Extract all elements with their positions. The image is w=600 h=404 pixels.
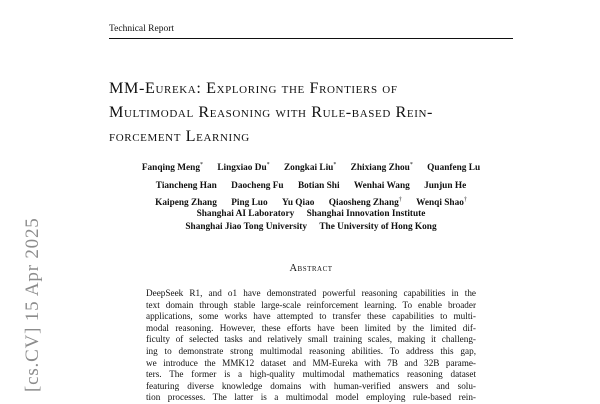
author: Lingxiao Du* [217, 162, 270, 173]
abstract-line: ficulty of selected tasks and relatively small training scales, making it challeng- [146, 334, 476, 345]
abstract-line: applications, some works have attempted to transfer these capabilities to multi- [146, 311, 476, 322]
author: Tiancheng Han [155, 180, 217, 191]
author: Daocheng Fu [231, 180, 284, 191]
author: Quanfeng Lu [427, 163, 481, 173]
author: Ping Luo [231, 198, 268, 208]
abstract-line: featuring diverse knowledge domains with human-verified answers and solu- [146, 380, 476, 391]
author: Wenqi Shao† [416, 197, 467, 208]
abstract-line: DeepSeek R1, and o1 have demonstrated powerful reasoning capabilities in the [146, 288, 476, 298]
abstract-line: tion processes. The latter is a multimodal model employing rule-based rein- [146, 392, 476, 403]
abstract-line: ing to demonstrate strong multimodal reasoning abilities. To address this gap, [146, 345, 476, 356]
abstract-line: text domain through stable large-scale reinforcement learning. To enable broader [146, 299, 476, 310]
affiliation-row [109, 221, 513, 234]
author: Zongkai Liu* [283, 162, 337, 173]
abstract-line: ters. The former is a high-quality multimodal mathematics reasoning dataset [146, 369, 476, 380]
affiliation: The University of Hong Kong [319, 222, 437, 232]
abstract-line: modal reasoning. However, these efforts have been limited by the limited dif- [146, 322, 476, 333]
arxiv-side-stamp: [cs.CV] 15 Apr 2025 [22, 217, 43, 392]
author-row [109, 176, 513, 194]
paper-title [109, 76, 519, 148]
title-line: Multimodal Reasoning with Rule-based Rein- [109, 103, 434, 121]
affiliation-row [109, 208, 513, 221]
author: Qiaosheng Zhang† [328, 197, 402, 208]
title-line: MM-Eureka: Exploring the Frontiers of [109, 79, 398, 97]
author-list [109, 158, 513, 211]
affiliation-list [109, 208, 513, 234]
abstract-line: we introduce the MMK12 dataset and MM-Eureka with 7B and 32B parame- [146, 357, 476, 368]
header-rule [109, 38, 513, 39]
author: Fanqing Meng* [141, 162, 203, 173]
author: Yu Qiao [281, 198, 315, 208]
author: Kaipeng Zhang [155, 198, 217, 208]
author: Botian Shi [297, 180, 340, 191]
abstract-body [146, 288, 476, 404]
author-row [109, 158, 513, 176]
title-line: forcement Learning [109, 127, 250, 145]
affiliation: Shanghai Innovation Institute [306, 209, 426, 219]
abstract-heading: Abstract [289, 263, 333, 274]
author: Zhixiang Zhou* [350, 162, 413, 173]
author: Wenhai Wang [353, 180, 410, 191]
affiliation: Shanghai Jiao Tong University [185, 222, 308, 232]
running-header: Technical Report [109, 24, 175, 34]
affiliation: Shanghai AI Laboratory [196, 209, 295, 219]
author: Junjun He [424, 180, 467, 191]
